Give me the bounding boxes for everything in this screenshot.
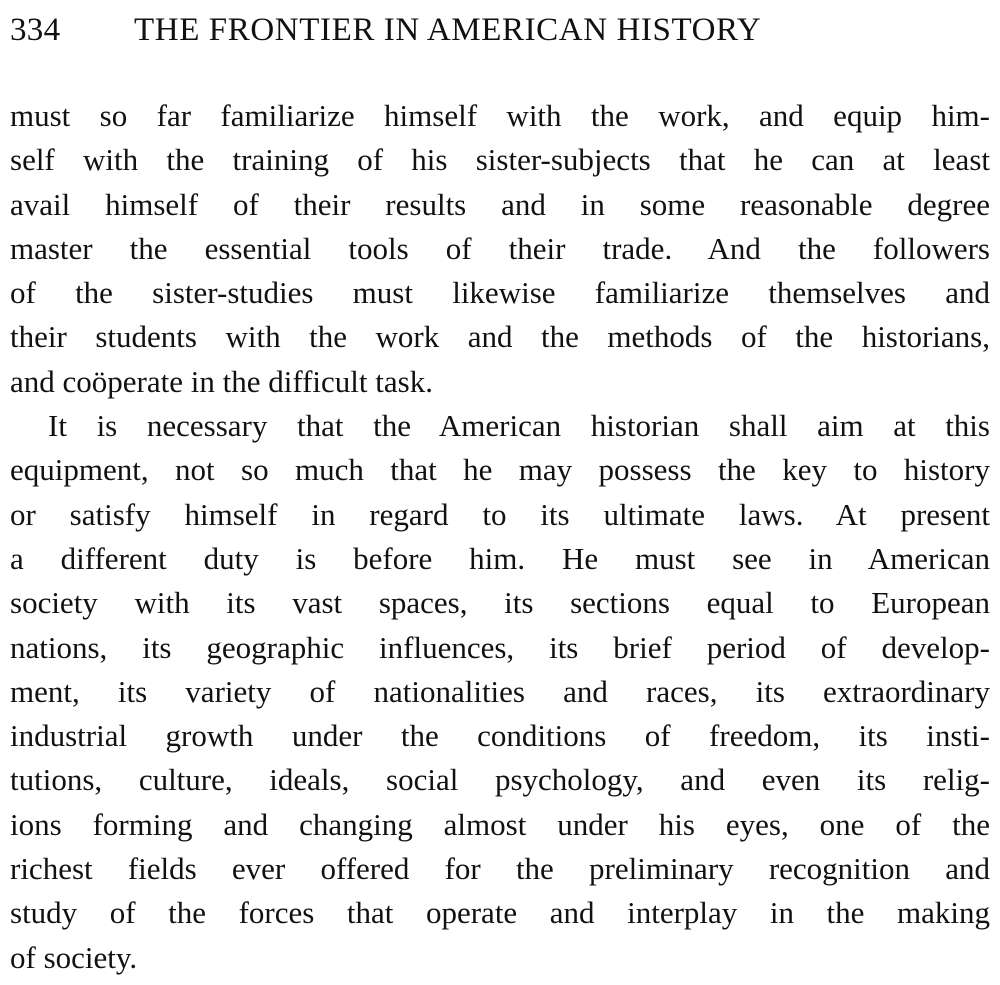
text-line: richest fields ever offered for the preliminary recognition and [10, 851, 990, 887]
paragraph-1 [10, 94, 990, 404]
text-line: industrial growth under the conditions of freedom, its insti- [10, 718, 990, 754]
text-line: of society. [10, 939, 138, 975]
text-line: society with its vast spaces, its sections equal to European [10, 585, 990, 621]
text-line: avail himself of their results and in some reasonable degree [10, 186, 990, 222]
text-line: ment, its variety of nationalities and races, its extraordinary [10, 673, 990, 709]
page-number: 334 [10, 12, 61, 48]
paragraph-2 [10, 404, 990, 980]
text-line: a different duty is before him. He must see in American [10, 540, 990, 576]
text-line: their students with the work and the methods of the historians, [10, 319, 990, 355]
body-text [10, 94, 990, 980]
text-line: self with the training of his sister-subjects that he can at least [10, 142, 990, 178]
text-line: equipment, not so much that he may possess the key to history [10, 452, 990, 488]
running-title: THE FRONTIER IN AMERICAN HISTORY [134, 12, 762, 48]
text-line: and coöperate in the difficult task. [10, 363, 433, 399]
page-header [10, 8, 990, 52]
text-line: or satisfy himself in regard to its ultimate laws. At present [10, 496, 990, 532]
text-line: of the sister-studies must likewise familiarize themselves and [10, 275, 990, 311]
text-line: nations, its geographic influences, its brief period of develop- [10, 629, 990, 665]
text-line: It is necessary that the American historian shall aim at this [48, 408, 990, 444]
text-line: study of the forces that operate and interplay in the making [10, 895, 990, 931]
text-line: must so far familiarize himself with the work, and equip him- [10, 98, 990, 133]
text-line: master the essential tools of their trade. And the followers [10, 230, 990, 266]
text-line: ions forming and changing almost under his eyes, one of the [10, 806, 990, 842]
text-line: tutions, culture, ideals, social psychology, and even its relig- [10, 762, 990, 798]
